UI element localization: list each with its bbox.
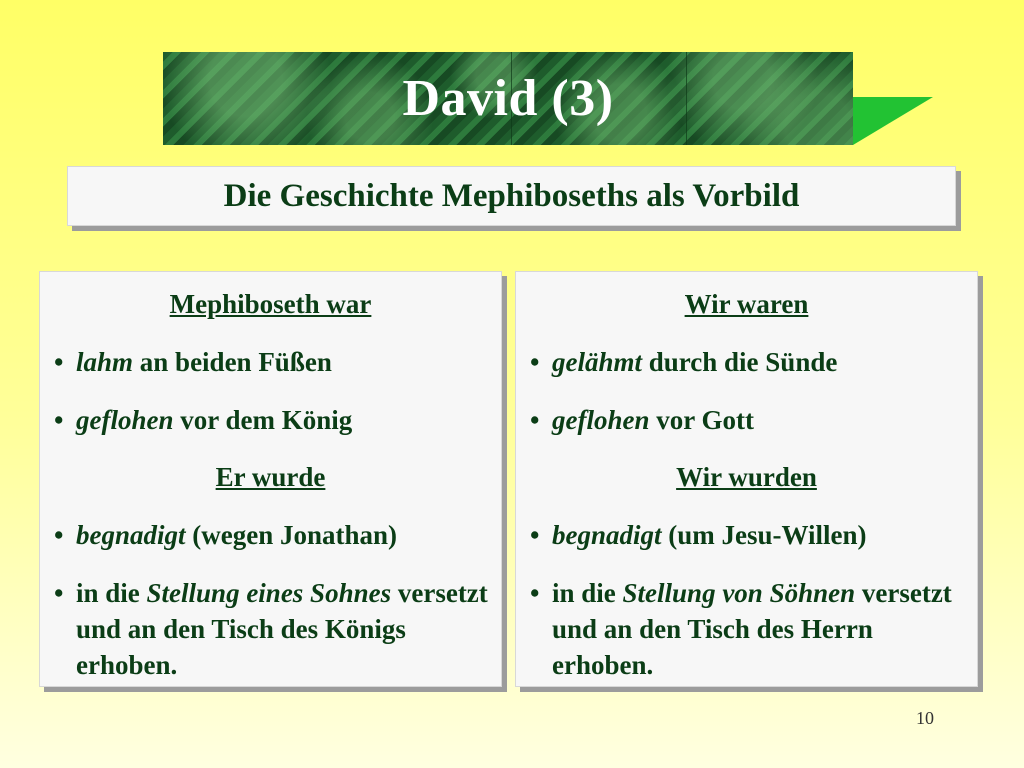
bullet: •: [530, 578, 540, 608]
list-item: [516, 344, 977, 380]
bullet: •: [54, 405, 64, 435]
right-heading-2: Wir wurden: [676, 462, 817, 492]
slide-title: David (3): [402, 70, 614, 127]
item-emphasis: Stellung von Söhnen: [622, 578, 856, 608]
item-text: in die: [76, 578, 147, 608]
right-heading-1: Wir waren: [684, 289, 809, 319]
item-text: vor dem König: [173, 405, 353, 435]
slide-subtitle: Die Geschichte Mephiboseths als Vorbild: [67, 166, 956, 226]
item-emphasis: begnadigt: [552, 520, 662, 550]
left-heading-2: Er wurde: [215, 462, 326, 492]
list-item: [40, 575, 501, 683]
item-emphasis: geflohen: [76, 405, 174, 435]
item-emphasis: begnadigt: [76, 520, 186, 550]
item-text: (um Jesu-Willen): [661, 520, 867, 550]
bullet: •: [530, 347, 540, 377]
list-item: [516, 575, 977, 683]
list-item: [40, 402, 501, 438]
page-number: 10: [916, 708, 934, 728]
list-item: [516, 517, 977, 553]
bullet: •: [54, 347, 64, 377]
bullet: •: [54, 520, 64, 550]
bullet: •: [530, 520, 540, 550]
triangle-arrow-icon: [853, 97, 933, 145]
right-panel: [515, 271, 978, 687]
item-emphasis: gelähmt: [552, 347, 643, 377]
item-emphasis: Stellung eines Sohnes: [146, 578, 392, 608]
left-panel: [39, 271, 502, 687]
list-item: [40, 344, 501, 380]
title-banner: [163, 52, 853, 145]
left-heading-1: Mephiboseth war: [169, 289, 372, 319]
item-emphasis: geflohen: [552, 405, 650, 435]
item-text: versetzt und an den Tisch des Herrn erhoben.: [552, 578, 952, 680]
item-text: durch die Sünde: [642, 347, 838, 377]
item-text: vor Gott: [649, 405, 754, 435]
item-emphasis: lahm: [76, 347, 134, 377]
item-text: versetzt und an den Tisch des Königs erhoben.: [76, 578, 488, 680]
list-item: [516, 402, 977, 438]
item-text: (wegen Jonathan): [185, 520, 398, 550]
bullet: •: [54, 578, 64, 608]
item-text: an beiden Füßen: [133, 347, 332, 377]
item-text: in die: [552, 578, 623, 608]
bullet: •: [530, 405, 540, 435]
list-item: [40, 517, 501, 553]
